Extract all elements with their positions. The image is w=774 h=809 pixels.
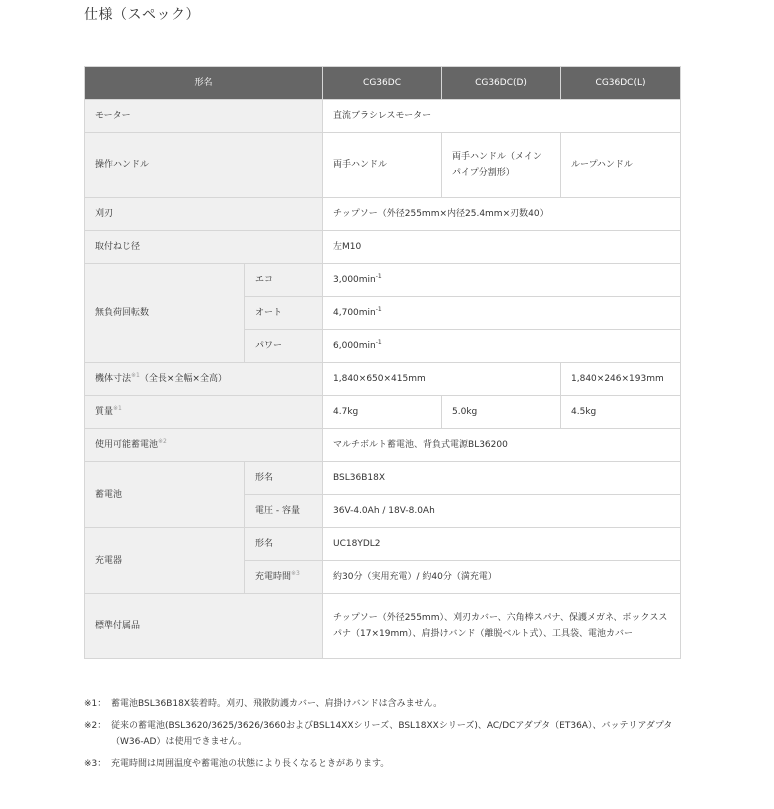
battery-compat-value: マルチボルト蓄電池、背負式電源BL36200 xyxy=(323,429,681,462)
rpm-mode-auto-value xyxy=(323,297,681,330)
row-handle xyxy=(85,133,681,198)
thread-label: 取付ねじ径 xyxy=(85,231,323,264)
battery-model-label: 形名 xyxy=(245,462,323,495)
weight-label xyxy=(85,396,323,429)
footnote-3-mark: ※3： xyxy=(84,759,107,769)
rpm-mode-eco-value xyxy=(323,264,681,297)
weight-note-mark: ※1 xyxy=(113,405,122,412)
weight-label-text: 質量 xyxy=(95,407,114,417)
accessories-label: 標準付属品 xyxy=(85,594,323,659)
row-blade xyxy=(85,198,681,231)
spec-table xyxy=(84,66,681,659)
header-model-cg36dc-l: CG36DC(L) xyxy=(561,67,681,100)
dimensions-label-suffix: （全長×全幅×全高） xyxy=(139,374,227,384)
dimensions-label xyxy=(85,363,323,396)
row-dimensions xyxy=(85,363,681,396)
dimensions-note-mark: ※1 xyxy=(131,372,140,379)
weight-value-cg36dc-l: 4.5kg xyxy=(561,396,681,429)
row-weight xyxy=(85,396,681,429)
battery-voltage-value: 36V-4.0Ah / 18V-8.0Ah xyxy=(323,495,681,528)
rpm-eco-number: 3,000min xyxy=(333,275,376,285)
footnote-3 xyxy=(84,756,684,772)
blade-label: 刈刃 xyxy=(85,198,323,231)
charger-model-label: 形名 xyxy=(245,528,323,561)
rpm-mode-eco-label: エコ xyxy=(245,264,323,297)
motor-label: モーター xyxy=(85,100,323,133)
row-charger-model xyxy=(85,528,681,561)
footnote-1 xyxy=(84,696,684,712)
charger-time-value: 約30分（実用充電）/ 約40分（満充電） xyxy=(323,561,681,594)
dimensions-value-dc: 1,840×650×415mm xyxy=(323,363,561,396)
rpm-eco-unit-sup: -1 xyxy=(375,273,382,280)
row-thread xyxy=(85,231,681,264)
blade-value: チップソー（外径255mm×内径25.4mm×刃数40） xyxy=(323,198,681,231)
header-row xyxy=(85,67,681,100)
page-title: 仕様（スペック） xyxy=(84,7,200,23)
battery-voltage-label: 電圧 - 容量 xyxy=(245,495,323,528)
charger-time-label xyxy=(245,561,323,594)
row-battery-compat xyxy=(85,429,681,462)
charger-time-label-text: 充電時間 xyxy=(255,572,292,582)
charger-time-note-mark: ※3 xyxy=(291,570,300,577)
weight-value-cg36dc-d: 5.0kg xyxy=(442,396,561,429)
battery-compat-note-mark: ※2 xyxy=(158,438,167,445)
handle-value-cg36dc: 両手ハンドル xyxy=(323,133,442,198)
motor-value: 直流ブラシレスモーター xyxy=(323,100,681,133)
footnote-2-mark: ※2： xyxy=(84,721,107,731)
charger-label: 充電器 xyxy=(85,528,245,594)
handle-label: 操作ハンドル xyxy=(85,133,323,198)
rpm-mode-power-value xyxy=(323,330,681,363)
weight-value-cg36dc: 4.7kg xyxy=(323,396,442,429)
header-model-cg36dc-d: CG36DC(D) xyxy=(442,67,561,100)
handle-value-cg36dc-l: ループハンドル xyxy=(561,133,681,198)
rpm-power-number: 6,000min xyxy=(333,341,376,351)
accessories-value: チップソー（外径255mm）、刈刃カバー、六角棒スパナ、保護メガネ、ボックススパナ（17×19mm）、肩掛けバンド（離脱ベルト式）、工具袋、電池カバー xyxy=(323,594,681,659)
footnote-2-text: 従来の蓄電池(BSL3620/3625/3626/3660およびBSL14XXシリーズ、BSL18XXシリーズ)、AC/DCアダプタ（ET36A）、バッテリアダプタ（W36-AD）は使用できません。 xyxy=(111,721,673,747)
battery-compat-label-text: 使用可能蓄電池 xyxy=(95,440,159,450)
row-battery-model xyxy=(85,462,681,495)
footnote-2 xyxy=(84,718,684,750)
rpm-mode-power-label: パワー xyxy=(245,330,323,363)
footnote-1-text: 蓄電池BSL36B18X装着時。刈刃、飛散防護カバー、肩掛けバンドは含みません。 xyxy=(111,699,443,709)
rpm-label: 無負荷回転数 xyxy=(85,264,245,363)
dimensions-value-l: 1,840×246×193mm xyxy=(561,363,681,396)
rpm-auto-unit-sup: -1 xyxy=(375,306,382,313)
footnote-3-text: 充電時間は周囲温度や蓄電池の状態により長くなるときがあります。 xyxy=(111,759,390,769)
rpm-auto-number: 4,700min xyxy=(333,308,376,318)
battery-compat-label xyxy=(85,429,323,462)
row-motor xyxy=(85,100,681,133)
footnote-1-mark: ※1： xyxy=(84,699,107,709)
charger-model-value: UC18YDL2 xyxy=(323,528,681,561)
header-model-cg36dc: CG36DC xyxy=(323,67,442,100)
dimensions-label-text: 機体寸法 xyxy=(95,374,132,384)
battery-model-value: BSL36B18X xyxy=(323,462,681,495)
row-rpm-eco xyxy=(85,264,681,297)
row-accessories xyxy=(85,594,681,659)
rpm-power-unit-sup: -1 xyxy=(375,339,382,346)
battery-label: 蓄電池 xyxy=(85,462,245,528)
header-model-label: 形名 xyxy=(85,67,323,100)
footnotes xyxy=(84,696,684,778)
thread-value: 左M10 xyxy=(323,231,681,264)
rpm-mode-auto-label: オート xyxy=(245,297,323,330)
handle-value-cg36dc-d: 両手ハンドル（メインパイプ分割形） xyxy=(442,133,561,198)
